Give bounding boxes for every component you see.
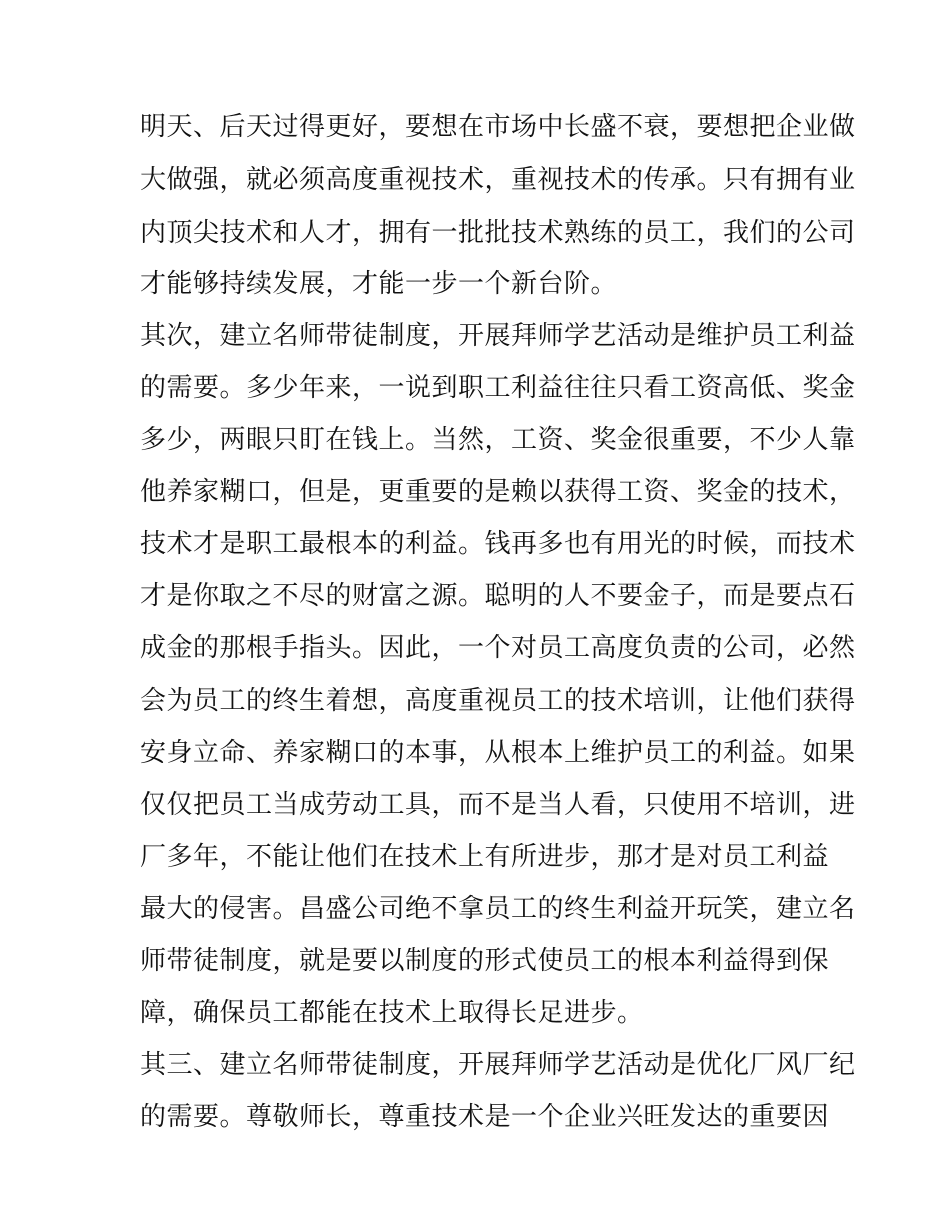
text-line: 大做强，就必须高度重视技术，重视技术的传承。只有拥有业 xyxy=(140,165,856,195)
text-line: 其次，建立名师带徒制度，开展拜师学艺活动是维护员工利益 xyxy=(140,321,856,351)
text-line: 师带徒制度，就是要以制度的形式使员工的根本利益得到保 xyxy=(140,946,830,976)
text-line: 技术才是职工最根本的利益。钱再多也有用光的时候，而技术 xyxy=(140,529,856,559)
text-line: 才能够持续发展，才能一步一个新台阶。 xyxy=(140,269,618,299)
text-line: 多少，两眼只盯在钱上。当然，工资、奖金很重要，不少人靠 xyxy=(140,425,856,455)
text-line: 的需要。多少年来，一说到职工利益往往只看工资高低、奖金 xyxy=(140,373,856,403)
text-line: 内顶尖技术和人才，拥有一批批技术熟练的员工，我们的公司 xyxy=(140,218,856,248)
text-line: 才是你取之不尽的财富之源。聪明的人不要金子，而是要点石 xyxy=(140,581,856,611)
text-line: 最大的侵害。昌盛公司绝不拿员工的终生利益开玩笑，建立名 xyxy=(140,894,856,924)
text-line: 他养家糊口，但是，更重要的是赖以获得工资、奖金的技术， xyxy=(140,477,856,507)
text-line: 明天、后天过得更好，要想在市场中长盛不衰，要想把企业做 xyxy=(140,112,856,142)
text-line: 其三、建立名师带徒制度，开展拜师学艺活动是优化厂风厂纪 xyxy=(140,1050,856,1080)
text-line: 厂多年，不能让他们在技术上有所进步，那才是对员工利益 xyxy=(140,842,830,872)
text-line: 障，确保员工都能在技术上取得长足进步。 xyxy=(140,998,644,1028)
text-line: 的需要。尊敬师长，尊重技术是一个企业兴旺发达的重要因 xyxy=(140,1102,830,1132)
text-line: 会为员工的终生着想，高度重视员工的技术培训，让他们获得 xyxy=(140,686,856,716)
text-line: 安身立命、养家糊口的本事，从根本上维护员工的利益。如果 xyxy=(140,738,856,768)
text-line: 仅仅把员工当成劳动工具，而不是当人看，只使用不培训，进 xyxy=(140,790,856,820)
text-line: 成金的那根手指头。因此，一个对员工高度负责的公司，必然 xyxy=(140,633,856,663)
